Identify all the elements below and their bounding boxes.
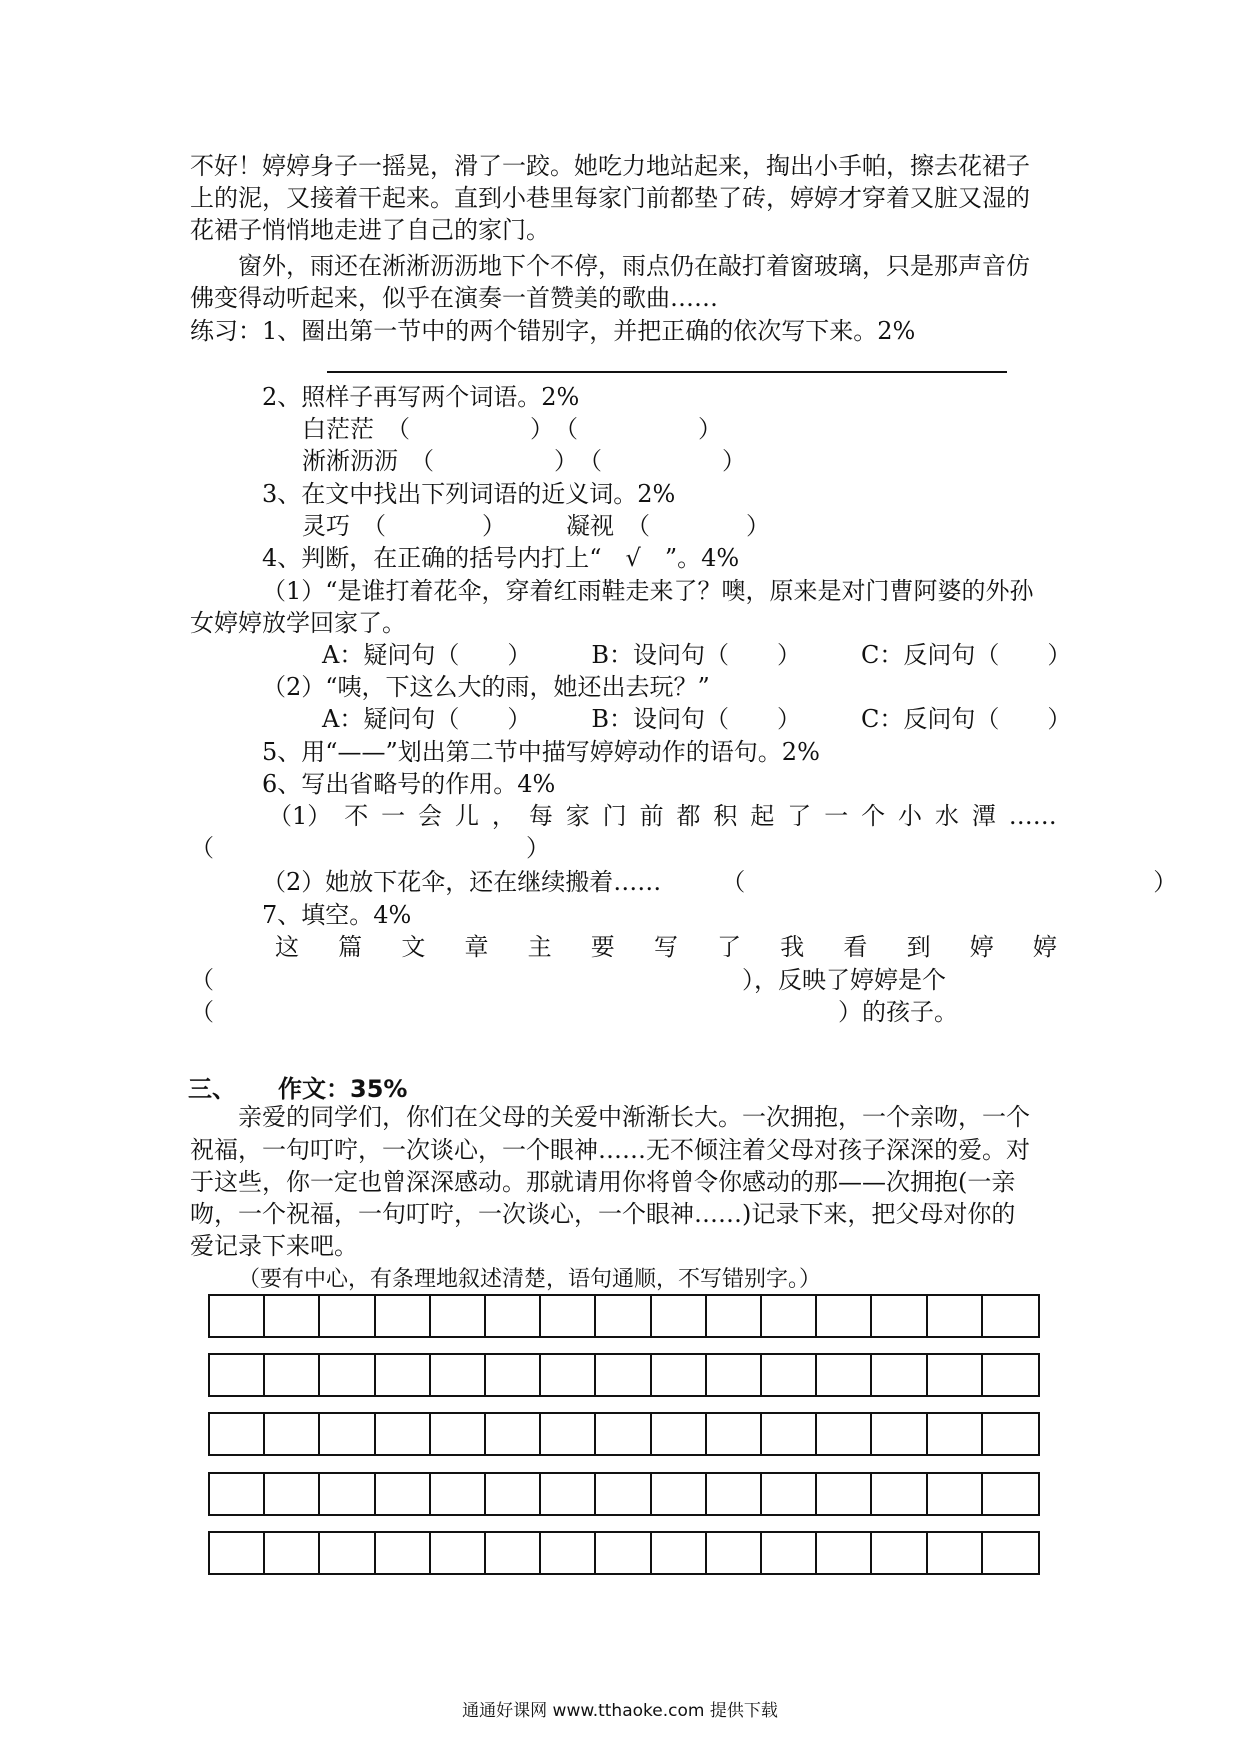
writing-grid-row[interactable]: [208, 1472, 1040, 1516]
composition-line: 吻，一个祝福，一句叮咛，一次谈心，一个眼神……)记录下来，把父母对你的: [190, 1200, 1016, 1228]
char: 篇: [338, 933, 363, 961]
exercise-4: 4、判断，在正确的括号内打上“ √ ”。4%: [262, 544, 740, 572]
exercise-6-1: [268, 800, 1057, 832]
section-number: 三、: [188, 1075, 236, 1103]
composition-line: 于这些，你一定也曾深深感动。那就请用你将曾令你感动的那——次拥抱(一亲: [190, 1168, 1016, 1196]
char: 写: [653, 933, 678, 961]
char: 看: [843, 933, 868, 961]
char: 要: [590, 933, 615, 961]
exercise-2b: 淅淅沥沥 （ ） （ ）: [302, 447, 746, 475]
exercise-4-2-options: A：疑问句（ ） B：设问句（ ） C：反问句（ ）: [322, 705, 1072, 733]
char: 起: [750, 802, 775, 830]
passage-line: 花裙子悄悄地走进了自己的家门。: [190, 216, 550, 244]
char: 都: [676, 802, 701, 830]
char: 这: [275, 933, 299, 961]
char: ……: [1008, 802, 1057, 830]
char: 了: [787, 802, 812, 830]
char: （1）: [268, 802, 332, 830]
char: 积: [713, 802, 738, 830]
exercise-4-1-options: A：疑问句（ ） B：设问句（ ） C：反问句（ ）: [322, 641, 1072, 669]
char: 每: [528, 802, 553, 830]
composition-line: 爱记录下来吧。: [190, 1232, 358, 1260]
char: 不: [344, 802, 369, 830]
exercise-5: 5、用“——”划出第二节中描写婷婷动作的语句。2%: [262, 738, 820, 766]
page-footer: 通通好课网 www.tthaoke.com 提供下载: [462, 1701, 778, 1721]
passage-line: 佛变得动听起来，似乎在演奏一首赞美的歌曲……: [190, 284, 718, 312]
char: 水: [934, 802, 959, 830]
passage-line: 不好！婷婷身子一摇晃，滑了一跤。她吃力地站起来，掏出小手帕，擦去花裙子: [190, 152, 1030, 180]
answer-line: [327, 371, 1007, 373]
exercise-7-2: （ ），反映了婷婷是个: [190, 966, 946, 994]
char: 门: [602, 802, 627, 830]
exercise-2a: 白茫茫 （ ） （ ）: [302, 415, 722, 443]
exercise-7-1: [275, 931, 1057, 963]
char: 主: [527, 933, 552, 961]
composition-line: 祝福，一句叮咛，一次谈心，一个眼神……无不倾注着父母对孩子深深的爱。对: [190, 1136, 1030, 1164]
exercise-6-2: （2）她放下花伞，还在继续搬着…… （ ）: [262, 868, 1178, 896]
writing-grid-row[interactable]: [208, 1531, 1040, 1575]
exercise-7-3: （ ）的孩子。: [190, 998, 958, 1026]
char: 文: [401, 933, 426, 961]
char: 前: [639, 802, 664, 830]
exercise-6-1-blank: （ ）: [190, 834, 550, 862]
composition-line: 亲爱的同学们，你们在父母的关爱中渐渐长大。一次拥抱，一个亲吻，一个: [238, 1103, 1030, 1131]
writing-grid-row[interactable]: [208, 1353, 1040, 1397]
writing-grid-row[interactable]: [208, 1294, 1040, 1338]
char: 我: [780, 933, 805, 961]
char: 到: [906, 933, 931, 961]
char: 潭: [971, 802, 996, 830]
exercise-7: 7、填空。4%: [262, 901, 412, 929]
writing-grid-row[interactable]: [208, 1412, 1040, 1456]
char: 一: [381, 802, 406, 830]
char: ，: [491, 802, 516, 830]
section-title: 作文：35%: [278, 1075, 408, 1103]
char: 婷: [1032, 933, 1057, 961]
exercise-4-1: （1）“是谁打着花伞，穿着红雨鞋走来了？噢，原来是对门曹阿婆的外孙: [262, 577, 1034, 605]
passage-line: 窗外，雨还在淅淅沥沥地下个不停，雨点仍在敲打着窗玻璃，只是那声音仿: [238, 252, 1030, 280]
char: 个: [861, 802, 886, 830]
exercise-3a: 灵巧 （ ） 凝视 （ ）: [302, 512, 770, 540]
exercise-6: 6、写出省略号的作用。4%: [262, 770, 556, 798]
exercise-4-2: （2）“咦，下这么大的雨，她还出去玩？”: [262, 673, 710, 701]
char: 家: [565, 802, 590, 830]
char: 婷: [969, 933, 994, 961]
exercise-3: 3、在文中找出下列词语的近义词。2%: [262, 480, 676, 508]
passage-line: 上的泥，又接着干起来。直到小巷里每家门前都垫了砖，婷婷才穿着又脏又湿的: [190, 184, 1030, 212]
char: 儿: [454, 802, 479, 830]
char: 章: [464, 933, 489, 961]
composition-requirement: （要有中心，有条理地叙述清楚，语句通顺，不写错别字。）: [238, 1267, 822, 1292]
exercise-1: 练习：1、圈出第一节中的两个错别字，并把正确的依次写下来。2%: [190, 317, 916, 345]
exercise-4-1-cont: 女婷婷放学回家了。: [190, 609, 406, 637]
exercise-2: 2、照样子再写两个词语。2%: [262, 383, 580, 411]
char: 会: [418, 802, 443, 830]
char: 小: [898, 802, 923, 830]
char: 了: [717, 933, 742, 961]
char: 一: [824, 802, 849, 830]
